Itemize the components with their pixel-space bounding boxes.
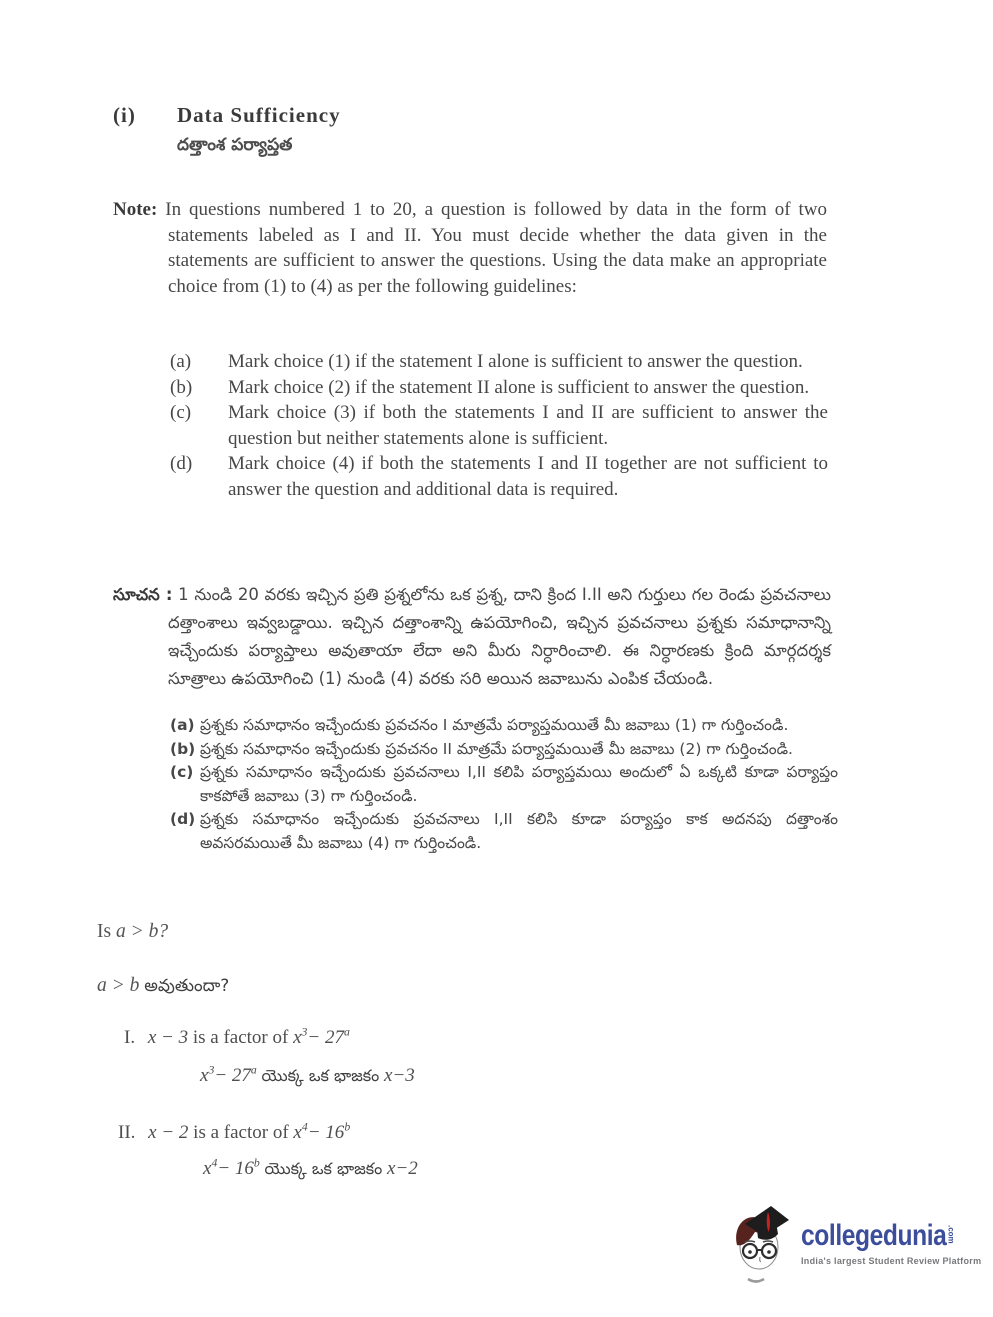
factor-expression: x−2 (387, 1158, 418, 1179)
statement-2-telugu (203, 1158, 418, 1182)
polynomial-expression: $x^3- 27^a$ (293, 1025, 350, 1048)
collegedunia-logo (733, 1203, 981, 1291)
statement-label: II. (118, 1122, 136, 1143)
note-body-telugu: 1 నుండి 20 వరకు ఇచ్చిన ప్రతి ప్రశ్నలోను ఒక ప్రశ్న, దాని క్రింద I.II అని గుర్తులు గల రెండు ప్రవచనాలు దత్తాంశాలు ఇవ్వబడ్డాయి. ఇచ్చిన దత్తాంశాన్ని ఉపయోగించి, ఇచ్చిన ప్రవచనాలు ప్రశ్నకు సమాధానాన్ని ఇచ్చేందుకు పర్యాప్తాలు అవుతాయా లేదా అని మీరు నిర్ధారించాలి. ఈ నిర్ధారణకు క్రింది మార్గదర్శక సూత్రాలు ఉపయోగించి (1) నుండి (4) వరకు సరి అయిన జవాబును ఎంపిక చేయండి. (168, 585, 832, 688)
polynomial-expression: $x^4- 16^b$ (203, 1156, 260, 1179)
guideline-item (170, 451, 828, 502)
note-label: Note: (113, 199, 158, 220)
choice-text: Mark choice (3) if both the statements I and II are sufficient to answer the question but neither statements alone is sufficient. (228, 402, 828, 449)
question-telugu (97, 975, 229, 1000)
guideline-item (170, 400, 828, 451)
choice-text: ప్రశ్నకు సమాధానం ఇచ్చేందుకు ప్రవచనాలు I,II కలిసి కూడా పర్యాప్తం కాక అదనపు దత్తాంశం అవసరమయితే మీ జవాబు (4) గా గుర్తించండి. (200, 810, 838, 852)
question-english (97, 921, 168, 943)
note-body: In questions numbered 1 to 20, a question is followed by data in the form of two statements labeled as I and II. You must decide whether the data given in the statements are sufficient to answer the questions. Using the data make an appropriate choice from (1) to (4) as per the following guidelines: (165, 199, 827, 297)
factor-expression: x − 2 (148, 1122, 189, 1143)
factor-expression: x − 3 (147, 1027, 189, 1048)
brand-tld: .com (946, 1225, 956, 1244)
question-expression-telugu: a > b (97, 975, 140, 996)
choice-label: (c) (170, 402, 192, 423)
choice-text: Mark choice (1) if the statement I alone is sufficient to answer the question. (228, 351, 803, 372)
section-title-telugu: దత్తాంశ పర్యాప్తత (177, 135, 293, 155)
choice-label: (a) (170, 716, 195, 734)
choice-text: Mark choice (4) if both the statements I and II together are not sufficient to answer the question and additional data is required. (228, 453, 828, 500)
connector-text: is a factor of (193, 1122, 289, 1143)
choice-text: Mark choice (2) if the statement II alone is sufficient to answer the question. (228, 376, 810, 398)
section-index: (i) (113, 103, 136, 127)
brand-tagline: India's largest Student Review Platform (801, 1256, 982, 1266)
guideline-item-telugu (170, 808, 838, 855)
logo-text-block (801, 1219, 981, 1266)
guideline-item-telugu (170, 738, 838, 762)
choice-text: ప్రశ్నకు సమాధానం ఇచ్చేందుకు ప్రవచనం I మాత్రమే పర్యాప్తమయితే మీ జవాబు (1) గా గుర్తించండి. (200, 716, 789, 734)
guideline-item-telugu (170, 761, 838, 808)
statement-1-telugu (200, 1065, 415, 1089)
statement-label: I. (124, 1027, 136, 1048)
choice-label: (c) (170, 763, 194, 781)
statement-2-english (118, 1122, 350, 1144)
guideline-item (170, 375, 828, 401)
question-suffix-telugu: అవుతుందా? (144, 976, 230, 996)
section-header (113, 103, 341, 159)
question-expression: a > b? (115, 921, 169, 942)
choice-text: ప్రశ్నకు సమాధానం ఇచ్చేందుకు ప్రవచనాలు I,II కలిపి పర్యాప్తమయి అందులో ఏ ఒక్కటి కూడా పర్యాప్తం కాకపోతే జవాబు (3) గా గుర్తించండి. (200, 763, 838, 805)
choice-label: (b) (170, 376, 193, 398)
choice-label: (d) (170, 810, 196, 828)
guideline-item (170, 349, 828, 375)
choice-label: (a) (170, 351, 192, 372)
note-telugu (113, 581, 831, 693)
guideline-item-telugu (170, 714, 838, 738)
section-title-english: Data Sufficiency (177, 103, 341, 127)
polynomial-expression: $x^3- 27^a$ (200, 1063, 257, 1086)
polynomial-expression: $x^4- 16^b$ (293, 1120, 351, 1143)
note-english (113, 197, 827, 299)
choice-text: ప్రశ్నకు సమాధానం ఇచ్చేందుకు ప్రవచనం II మాత్రమే పర్యాప్తమయితే మీ జవాబు (2) గా గుర్తించండి. (200, 739, 793, 758)
statement-1-english (124, 1027, 350, 1049)
guidelines-telugu (170, 714, 838, 855)
mascot-graduate-icon (733, 1203, 791, 1291)
guidelines-english (170, 349, 828, 502)
telugu-phrase: యొక్క ఒక భాజకం (261, 1066, 380, 1085)
telugu-phrase: యొక్క ఒక భాజకం (264, 1159, 383, 1178)
factor-expression: x−3 (384, 1065, 415, 1086)
note-label-telugu: సూచన : (113, 585, 173, 604)
connector-text: is a factor of (192, 1027, 289, 1048)
choice-label: (b) (170, 739, 196, 758)
choice-label: (d) (170, 453, 193, 474)
question-prefix: Is (97, 921, 112, 942)
brand-wordmark: collegedunia (801, 1219, 947, 1252)
